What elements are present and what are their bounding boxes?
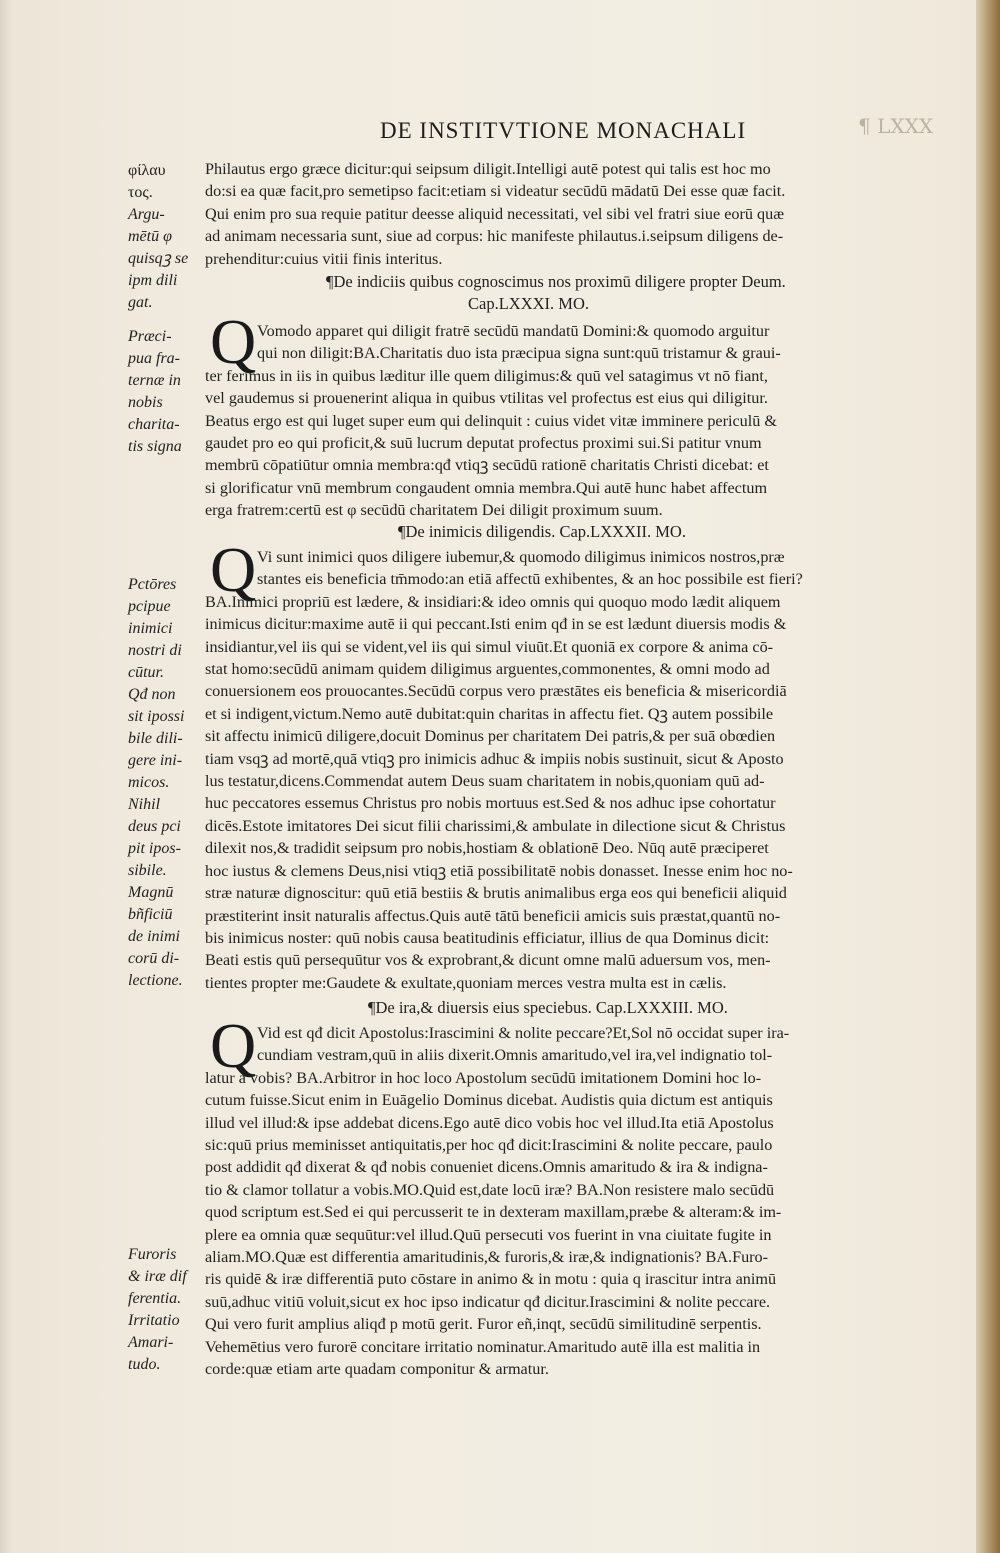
margin-line: τος. <box>128 184 153 201</box>
text-line: Vehemētius vero furorē concitare irritatio nominatur.Amaritudo autē illa est malitia in <box>205 1337 761 1356</box>
margin-line: inimici <box>128 620 173 637</box>
text-line: Beati estis quū persequūtur vos & exprobrant,& dicunt omne malū aduersum vos, men- <box>205 951 771 970</box>
margin-line: ipm dili <box>128 272 178 289</box>
margin-line: mētū φ <box>128 228 172 245</box>
margin-line: sibile. <box>128 862 167 879</box>
running-header: DE INSTITVTIONE MONACHALI <box>380 118 747 143</box>
text-line: Beatus ergo est qui luget super eum qui delinquit : cuius videt vitæ imminere periculū & <box>205 411 778 430</box>
margin-line: Amari- <box>128 1334 174 1351</box>
text-block-philautus <box>205 158 930 270</box>
margin-line: pit ipos- <box>128 840 181 857</box>
text-line: insidiantur,vel iis qui se vident,vel iis qui simul viuūt.Et quoniā ex corpore & anima cō- <box>205 637 774 656</box>
margin-line: gere ini- <box>128 752 183 769</box>
text-line: sic:quū prius meminisset antiquitatis,per hoc qđ dicit:Irascimini & nolite peccare, paulo <box>205 1136 773 1155</box>
text-line: membrū cōpatiūtur omnia membra:qđ vtiqꝫ secūdū rationē charitatis Christi dicebat: et <box>205 456 769 475</box>
text-line: tiam vsqꝫ ad mortē,quā vtiqꝫ pro inimicis adhuc & impiis nobis sustinuit, sicut & Aposto <box>205 749 784 768</box>
text-line: gaudet pro eo qui proficit,& suū lucrum deputat profectus proximi sui.Si patitur vnum <box>205 434 762 453</box>
margin-line: tudo. <box>128 1356 161 1373</box>
margin-line: lectione. <box>128 972 183 989</box>
margin-line: nobis <box>128 394 163 411</box>
text-line: tientes propter me:Gaudete & exultate,quoniam merces vestra multa est in cælis. <box>205 973 727 992</box>
text-line: et si indigent,victum.Nemo autē dubitat:quin charitas in affectu fiet. Qꝫ autem possibile <box>205 704 774 723</box>
text-line: cutum fuisse.Sicut enim in Euāgelio Dominus dicebat. Audistis quia dictum est antiquis <box>205 1091 773 1110</box>
text-line: præstiterint insit naturalis affectus.Quis autē tātū beneficii amicis suis præstat,quantū no- <box>205 906 781 925</box>
drop-cap-83: Q <box>210 1010 257 1081</box>
margin-note-1 <box>128 160 208 314</box>
text-line: huc peccatores essemus Christus pro nobis mortuus est.Sed & nos adhuc ipse cohortatur <box>205 794 776 813</box>
margin-line: Pctōres <box>128 576 177 593</box>
margin-line: quisqꝫ se <box>128 250 189 267</box>
text-line: corde:quæ etiam arte quadam componitur & armatur. <box>205 1360 549 1379</box>
text-line: plere ea omnia quæ sequūtur:vel illud.Quū persecuti vos fuerint in vna ciuitate fugite in <box>205 1225 772 1244</box>
text-line: post addidit qđ dixerat & qđ nobis conueniet dicens.Omnis amaritudo & ira & indigna- <box>205 1158 768 1177</box>
text-line: Qui enim pro sua requie patitur deesse aliquid necessitati, vel sibi vel fratri siue eorū quæ <box>205 204 784 223</box>
drop-cap-81: Q <box>210 306 257 377</box>
text-line: do:si ea quæ facit,pro semetipso facit:etiam si videatur secūdū mādatū Dei esse quæ facit. <box>205 182 786 201</box>
text-line: BA.Inimici propriū est lædere, & insidiari:& ideo omnis qui quoquo modo lædit aliquem <box>205 592 781 611</box>
text-line: aliam.MO.Quæ est differentia amaritudinis,& furoris,& iræ,& indignationis? BA.Furo- <box>205 1248 769 1267</box>
text-line: vel gaudemus si prouenerint aliqua in quibus vtilitas vel profectus est eius qui diligitur. <box>205 389 768 408</box>
page-gutter-shadow <box>0 0 12 1553</box>
chapter-83-heading: ¶De ira,& diuersis eius speciebus. Cap.LXXXIII. MO. <box>368 998 728 1017</box>
margin-line: Præci- <box>128 328 172 345</box>
margin-line: sit ipossi <box>128 708 185 725</box>
chapter-81-number: Cap.LXXXI. MO. <box>468 294 589 313</box>
text-line: Philautus ergo græce dicitur:qui seipsum diligit.Intelligi autē potest qui talis est hoc mo <box>205 160 771 178</box>
margin-line: pua fra- <box>128 350 180 367</box>
margin-line: nostri di <box>128 642 182 659</box>
text-line: ris quidē & iræ differentiā puto cōstare in animo & in motu : quia q irascitur intra animū <box>205 1270 777 1289</box>
margin-note-4 <box>128 1244 208 1376</box>
chapter-81-title: ¶De indiciis quibus cognoscimus nos proximū diligere propter Deum. <box>326 272 786 291</box>
text-line: qui non diligit:BA.Charitatis duo ista præcipua signa sunt:quū tristamur & graui- <box>257 344 781 363</box>
text-line: latur a vobis? BA.Arbitror in hoc loco Apostolum secūdū imitationem Domini hoc lo- <box>205 1068 762 1087</box>
text-line: hoc iustus & clemens Deus,nisi vtiqꝫ etiā possibilitatē nobis donasset. Inesse enim hoc no- <box>205 861 793 880</box>
margin-line: & iræ dif <box>128 1268 187 1285</box>
text-line: si glorificatur vnū membrum congaudent omnia membra.Qui autē hunc habet affectum <box>205 478 768 497</box>
text-line: illud vel illud:& ipse addebat dicens.Ego autē dico vobis hoc vel illud.Ita etiā Apostolus <box>205 1113 774 1132</box>
margin-line: bñficiū <box>128 906 173 923</box>
margin-line: bile dili- <box>128 730 183 747</box>
text-block-chapter-82 <box>205 546 930 994</box>
text-line: tio & clamor tollatur a vobis.MO.Quid est,date locū iræ? BA.Non resistere malo secūdū <box>205 1180 775 1199</box>
text-line: inimicus dicitur:maxime autē ii qui peccant.Isti enim qđ in se est lædunt diuersis modis & <box>205 615 787 634</box>
margin-line: Magnū <box>128 884 174 901</box>
margin-line: φίλαυ <box>128 162 166 179</box>
margin-line: cūtur. <box>128 664 164 681</box>
margin-line: Irritatio <box>128 1312 180 1329</box>
margin-line: gat. <box>128 294 153 311</box>
margin-line: Qđ non <box>128 686 176 703</box>
text-line: erga fratrem:certū est φ secūdū charitatem Dei diligit proximum suum. <box>205 501 663 520</box>
margin-line: micos. <box>128 774 170 791</box>
text-block-chapter-83 <box>205 1022 930 1381</box>
text-line: suū,adhuc vitiū voluit,sicut ex hoc ipso indicatur qđ dicitur.Irascimini & nolite peccare. <box>205 1292 771 1311</box>
margin-note-3 <box>128 574 208 992</box>
text-line: stantes eis beneficia tm̄modo:an etiā affectū exhibentes, & an hoc possibile est fieri? <box>257 570 803 589</box>
margin-line: de inimi <box>128 928 180 945</box>
margin-line: corū di- <box>128 950 180 967</box>
text-line: Qui vero furit amplius aliqđ p motū gerit. Furor eñ,inqt, secūdū similitudinē serpentis. <box>205 1315 762 1334</box>
text-line: cundiam vestram,quū in aliis dixerit.Omnis amaritudo,vel ira,vel indignatio tol- <box>257 1046 773 1065</box>
text-line: quod scriptum est.Sed ei qui percusserit te in dexteram maxillam,præbe & alteram:& im- <box>205 1203 782 1222</box>
margin-line: deus pci <box>128 818 181 835</box>
text-line: Vomodo apparet qui diligit fratrē secūdū mandatū Domini:& quomodo arguitur <box>257 322 770 340</box>
text-line: Vid est qđ dicit Apostolus:Irascimini & nolite peccare?Et,Sol nō occidat super ira- <box>257 1024 790 1042</box>
text-line: ad animam necessaria sunt, siue ad corpus: hic manifeste philautus.i.seipsum diligens de- <box>205 227 784 246</box>
text-line: lus testatur,dicens.Commendat autem Deus suam charitatem in nobis,quoniam quū ad- <box>205 772 765 791</box>
text-line: dilexit nos,& tradidit seipsum pro nobis,hostiam & oblationē Deo. Nūq autē præciperet <box>205 839 769 858</box>
margin-line: Nihil <box>128 796 161 813</box>
margin-note-2 <box>128 326 208 458</box>
text-block-chapter-81 <box>205 320 930 522</box>
chapter-82-heading: ¶De inimicis diligendis. Cap.LXXXII. MO. <box>398 522 686 541</box>
margin-line: pcipue <box>128 598 171 615</box>
bleed-through-mark: ¶ LXXX <box>858 114 934 138</box>
margin-line: Argu- <box>128 206 165 223</box>
text-line: sit affectu inimicū diligere,docuit Dominus per charitatem Dei patris,& per suā obœdien <box>205 727 776 746</box>
text-line: Vi sunt inimici quos diligere iubemur,& quomodo diligimus inimicos nostros,præ <box>257 548 785 566</box>
book-edge <box>976 0 1000 1553</box>
margin-line: charita- <box>128 416 180 433</box>
text-line: conuersionem eos prouocantes.Secūdū corpus vero præstātes eis beneficia & misericordiā <box>205 682 787 701</box>
text-line: dicēs.Estote imitatores Dei sicut filii charissimi,& ambulate in dilectione sicut & Christus <box>205 816 786 835</box>
text-line: bis inimicus noster: quū nobis causa beatitudinis efficiatur, illius de qua Dominus dicit: <box>205 928 770 947</box>
margin-line: Furoris <box>128 1246 177 1263</box>
text-line: prehenditur:cuius vitii finis interitus. <box>205 249 443 268</box>
text-line: stræ naturæ dignoscitur: quū etiā bestiis & brutis animalibus erga eos qui beneficii aliquid <box>205 884 787 903</box>
margin-line: ternæ in <box>128 372 181 389</box>
margin-line: tis signa <box>128 438 182 455</box>
text-line: ter ferimus in iis in quibus læditur ille quem diligimus:& quū vel satagimus vt nō fiant, <box>205 366 768 385</box>
text-line: stat homo:secūdū animam quidem diligimus arguentes,commonentes, & omni modo ad <box>205 660 770 679</box>
drop-cap-82: Q <box>210 534 257 605</box>
margin-line: ferentia. <box>128 1290 182 1307</box>
